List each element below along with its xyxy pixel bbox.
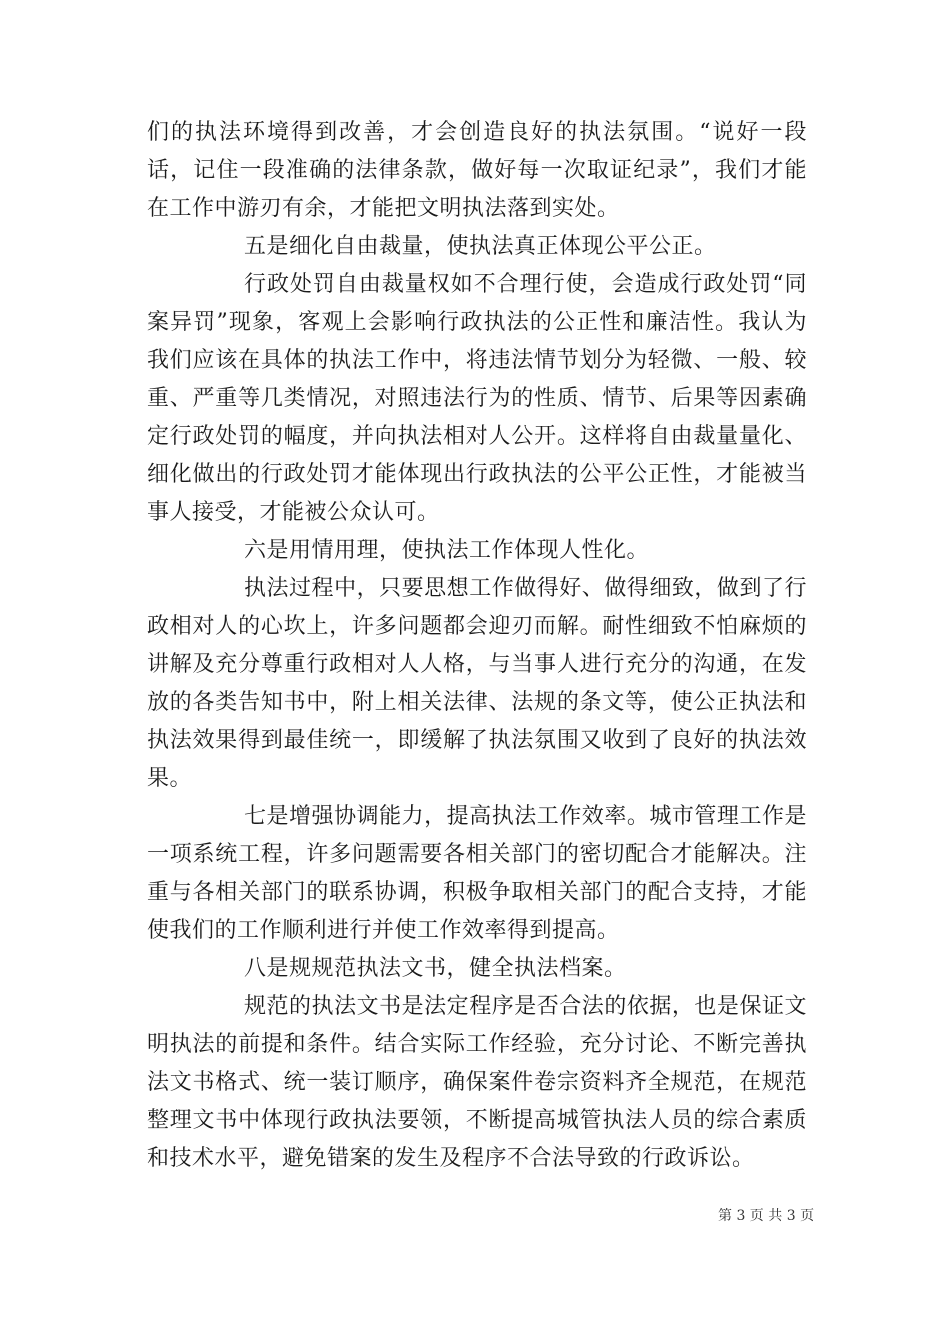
paragraph-6: 七是增强协调能力，提高执法工作效率。城市管理工作是一项系统工程，许多问题需要各相关部门的密切配合才能解决。注重与各相关部门的联系协调，积极争取相关部门的配合支持，才能使我们的工作顺利进行并使工作效率得到提高。 bbox=[147, 804, 807, 943]
paragraph-4: 六是用情用理，使执法工作体现人性化。 bbox=[244, 538, 650, 563]
paragraph-8: 规范的执法文书是法定程序是否合法的依据，也是保证文明执法的前提和条件。结合实际工作经验，充分讨论、不断完善执法文书格式、统一装订顺序，确保案件卷宗资料齐全规范，在规范整理文书中体现行政执法要领，不断提高城管执法人员的综合素质和技术水平，避免错案的发生及程序不合法导致的行政诉讼。 bbox=[147, 994, 807, 1171]
paragraph-1: 们的执法环境得到改善，才会创造良好的执法氛围。“说好一段话，记住一段准确的法律条款，做好每一次取证纪录”，我们才能在工作中游刃有余，才能把文明执法落到实处。 bbox=[147, 120, 807, 221]
paragraph-3: 行政处罚自由裁量权如不合理行使，会造成行政处罚“同案异罚”现象，客观上会影响行政执法的公正性和廉洁性。我认为我们应该在具体的执法工作中，将违法情节划分为轻微、一般、较重、严重等几类情况，对照违法行为的性质、情节、后果等因素确定行政处罚的幅度，并向执法相对人公开。这样将自由裁量量化、细化做出的行政处罚才能体现出行政执法的公平公正性，才能被当事人接受，才能被公众认可。 bbox=[147, 272, 807, 525]
document-body bbox=[147, 114, 807, 1178]
paragraph-5: 执法过程中，只要思想工作做得好、做得细致，做到了行政相对人的心坎上，许多问题都会迎刃而解。耐性细致不怕麻烦的讲解及充分尊重行政相对人人格，与当事人进行充分的沟通，在发放的各类告知书中，附上相关法律、法规的条文等，使公正执法和执法效果得到最佳统一，即缓解了执法氛围又收到了良好的执法效果。 bbox=[147, 576, 807, 791]
paragraph-7: 八是规规范执法文书，健全执法档案。 bbox=[244, 956, 627, 981]
page-number-footer: 第 3 页 共 3 页 bbox=[718, 1208, 815, 1224]
paragraph-2: 五是细化自由裁量，使执法真正体现公平公正。 bbox=[244, 234, 717, 259]
